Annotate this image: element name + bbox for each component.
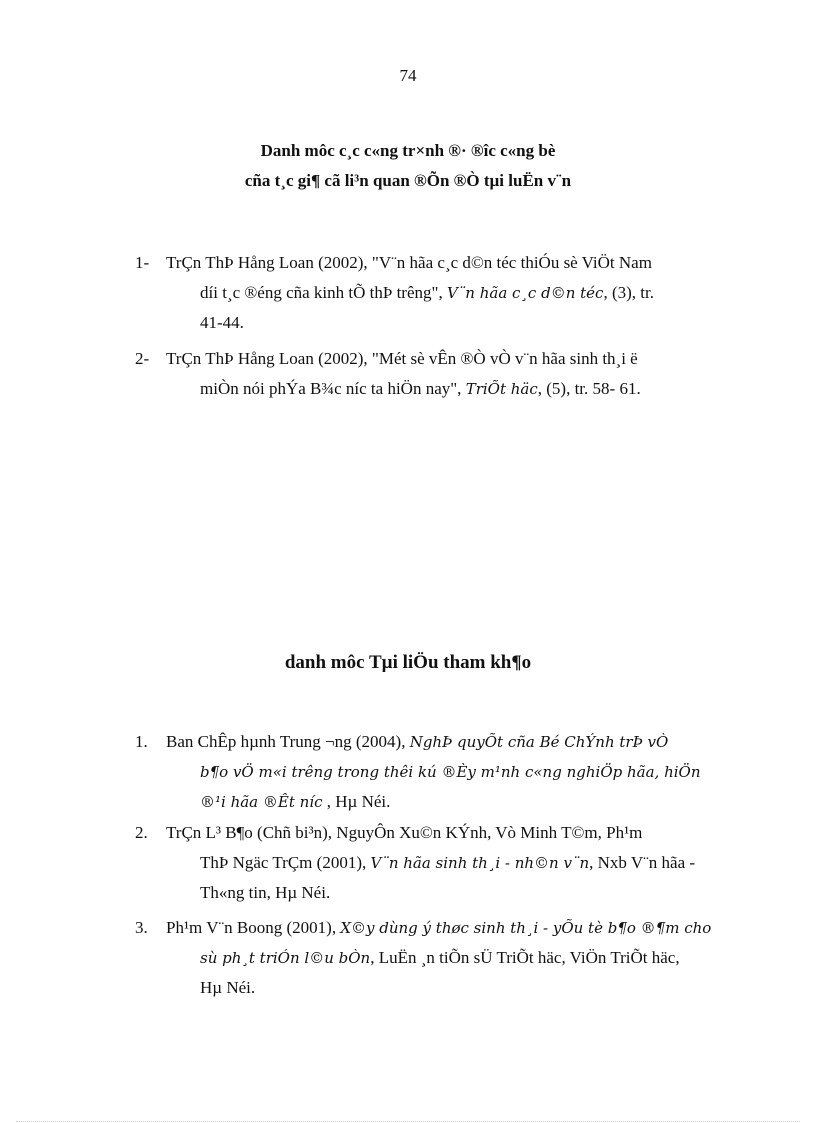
entry-line: TrÇn ThÞ Hång Loan (2002), "V¨n hãa c¸c d©n téc thiÓu sè ViÖt Nam [166,253,652,272]
entry-text: díi t¸c ®éng cña kinh tÕ thÞ trêng", [200,283,447,302]
reference-title: NghÞ quyÕt cña Bé ChÝnh trÞ vÒ [409,733,669,751]
reference-title: ®¹i hãa ®Êt níc [200,793,323,811]
reference-entry-2 [135,818,740,908]
section-title-publications [0,136,816,196]
entry-line [166,374,740,404]
entry-line [166,787,740,817]
journal-title: V¨n hãa c¸c d©n téc [446,284,604,302]
entry-line [166,848,740,878]
entry-line [166,943,740,973]
entry-text: miÒn nói phÝa B¾c níc ta hiÖn nay", [200,379,466,398]
journal-title: TriÕt häc [465,380,538,398]
entry-line: TrÇn L³ B¶o (Chñ bi³n), NguyÔn Xu©n KÝnh, Vò Minh T©m, Ph¹m [166,823,643,842]
reference-title: sù ph¸t triÓn l©u bÒn [200,949,371,967]
entry-text: , Nxb V¨n hãa - [589,853,696,872]
entry-text: ThÞ Ngäc TrÇm (2001), [200,853,371,872]
entry-line [166,278,740,308]
entry-line: Hµ Néi. [200,978,256,997]
entry-text: Ban ChÊp hµnh Trung ¬ng (2004), [166,732,410,751]
page-bottom-divider [16,1121,800,1122]
title-line-2: cña t¸c gi¶ cã li³n quan ®Õn ®Ò tµi luËn v¨n [244,171,572,190]
entry-number: 1. [135,732,148,751]
reference-entry-1 [135,727,740,817]
page-number: 74 [399,66,417,85]
title-line-1: Danh môc c¸c c«ng tr×nh ®· ®îc c«ng bè [260,141,556,160]
entry-line: Th«ng tin, Hµ Néi. [200,883,331,902]
reference-title: b¶o vÖ m«i trêng trong thêi kú ®Èy m¹nh c«ng nghiÖp hãa, hiÖn [200,763,701,781]
entry-number: 3. [135,918,148,937]
entry-number: 2. [135,823,148,842]
reference-title: X©y dùng ý thøc sinh th¸i - yÕu tè b¶o ®¶m cho [340,919,712,937]
entry-number: 1- [135,253,150,272]
entry-text: , Hµ Néi. [322,792,391,811]
entry-text: , (5), tr. 58- 61. [537,379,641,398]
reference-entry-3 [135,913,740,1003]
entry-text: , LuËn ¸n tiÕn sÜ TriÕt häc, ViÖn TriÕt häc, [370,948,680,967]
entry-number: 2- [135,349,150,368]
entry-line [166,727,740,757]
entry-text: , (3), tr. [603,283,654,302]
section-title-references: danh môc Tµi liÖu tham kh¶o [284,652,532,673]
entry-line: TrÇn ThÞ Hång Loan (2002), "Mét sè vÊn ®Ò vÒ v¨n hãa sinh th¸i ë [166,349,638,368]
publication-entry-1 [135,248,740,338]
publication-entry-2 [135,344,740,404]
entry-text: Ph¹m V¨n Boong (2001), [166,918,341,937]
entry-line: 41-44. [200,313,244,332]
reference-title: V¨n hãa sinh th¸i - nh©n v¨n [370,854,590,872]
entry-line [166,913,740,943]
